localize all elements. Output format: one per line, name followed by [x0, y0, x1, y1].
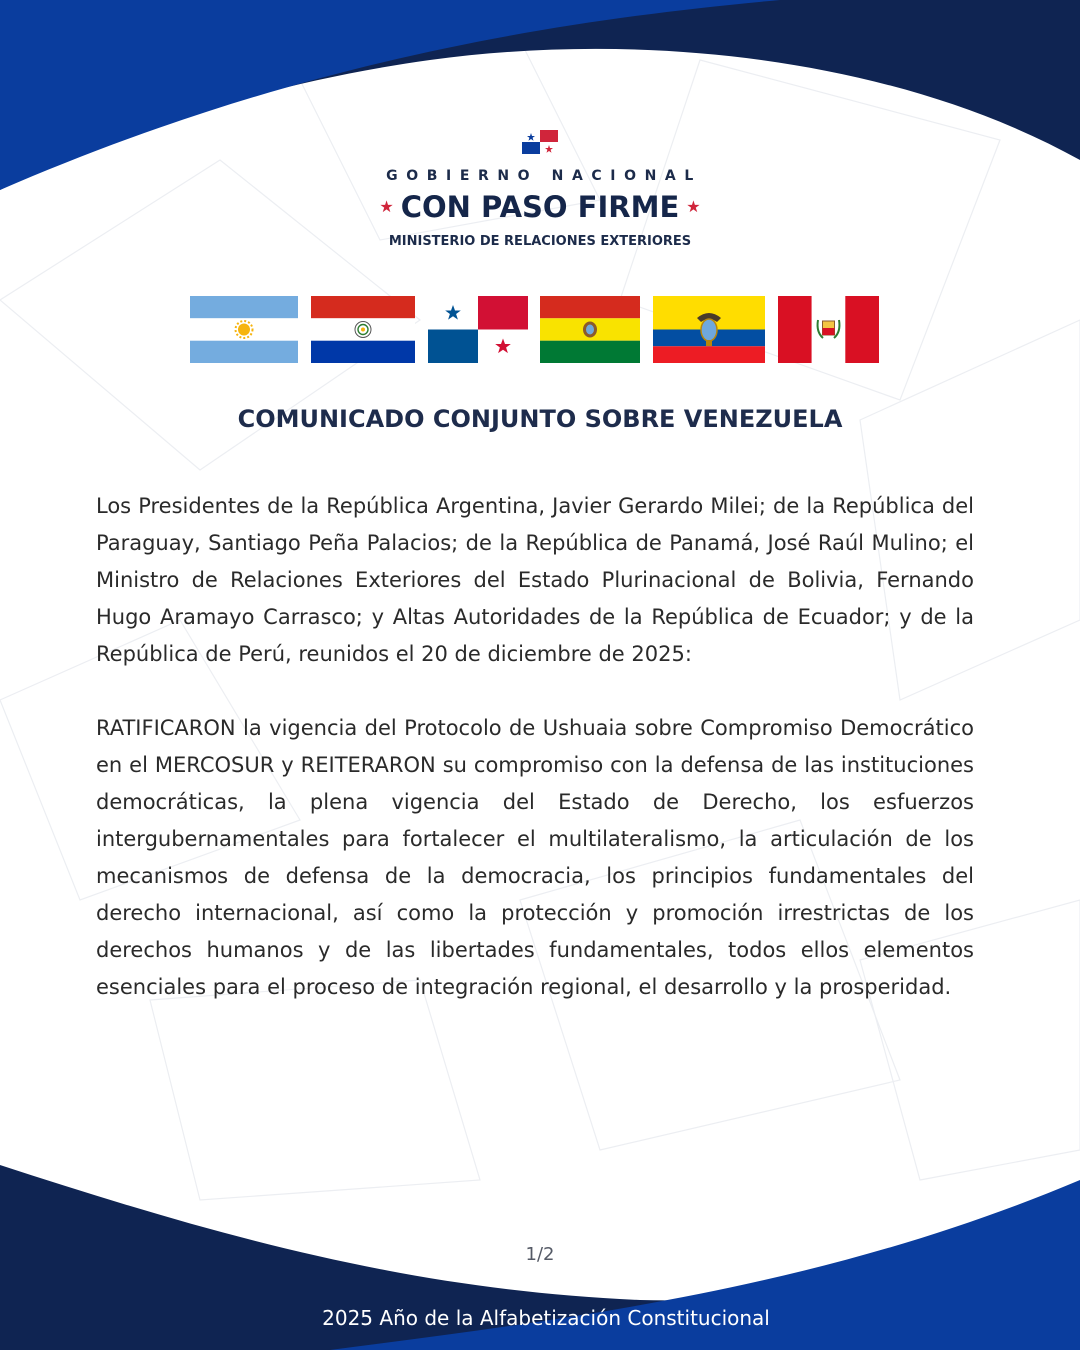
peru-flag: [778, 296, 879, 363]
motto-text: CON PASO FIRME: [400, 190, 680, 224]
footer-slogan: 2025 Año de la Alfabetización Constitucional: [322, 1306, 770, 1330]
argentina-flag: [190, 296, 298, 363]
star-icon: ★: [686, 196, 701, 216]
paraguay-flag: [311, 296, 415, 363]
page-indicator: 1/2: [525, 1244, 555, 1265]
paragraph: Los Presidentes de la República Argentina, Javier Gerardo Milei; de la República del Paraguay, Santiago Peña Palacios; de la República de Panamá, José Raúl Mulino; el Ministro de Relaciones Exteriores del Estado Plurinacional de Bolivia, Fernando Hugo Aramayo Carrasco; y Altas Autoridades de la República de Ecuador; y de la República de Perú, reunidos el 20 de diciembre de 2025:: [96, 494, 974, 666]
ecuador-flag: [653, 296, 765, 363]
bolivia-flag: [540, 296, 640, 363]
government-label: GOBIERNO NACIONAL: [386, 168, 702, 184]
paragraph: RATIFICARON la vigencia del Protocolo de Ushuaia sobre Compromiso Democrático en el MERCOSUR y REITERARON su compromiso con la defensa de las instituciones democráticas, la plena vigencia del Estado de Derecho, los esfuerzos intergubernamentales para fortalecer el multilateralismo, la articulación de los mecanismos de defensa de la democracia, los principios fundamentales del derecho internacional, así como la protección y promoción irrestrictas de los derechos humanos y de las libertades fundamentales, todos ellos elementos esenciales para el proceso de integración regional, el desarrollo y la prosperidad.: [96, 716, 974, 999]
panama-flag-icon: [522, 130, 558, 154]
panama-flag: [428, 296, 528, 363]
document-body: [96, 488, 974, 1043]
motto: [0, 190, 1080, 224]
government-logo: [0, 130, 1080, 249]
flags-row: [190, 296, 890, 364]
star-icon: ★: [379, 196, 394, 216]
ministry-label: MINISTERIO DE RELACIONES EXTERIORES: [388, 234, 692, 249]
document-title: COMUNICADO CONJUNTO SOBRE VENEZUELA: [237, 405, 843, 433]
